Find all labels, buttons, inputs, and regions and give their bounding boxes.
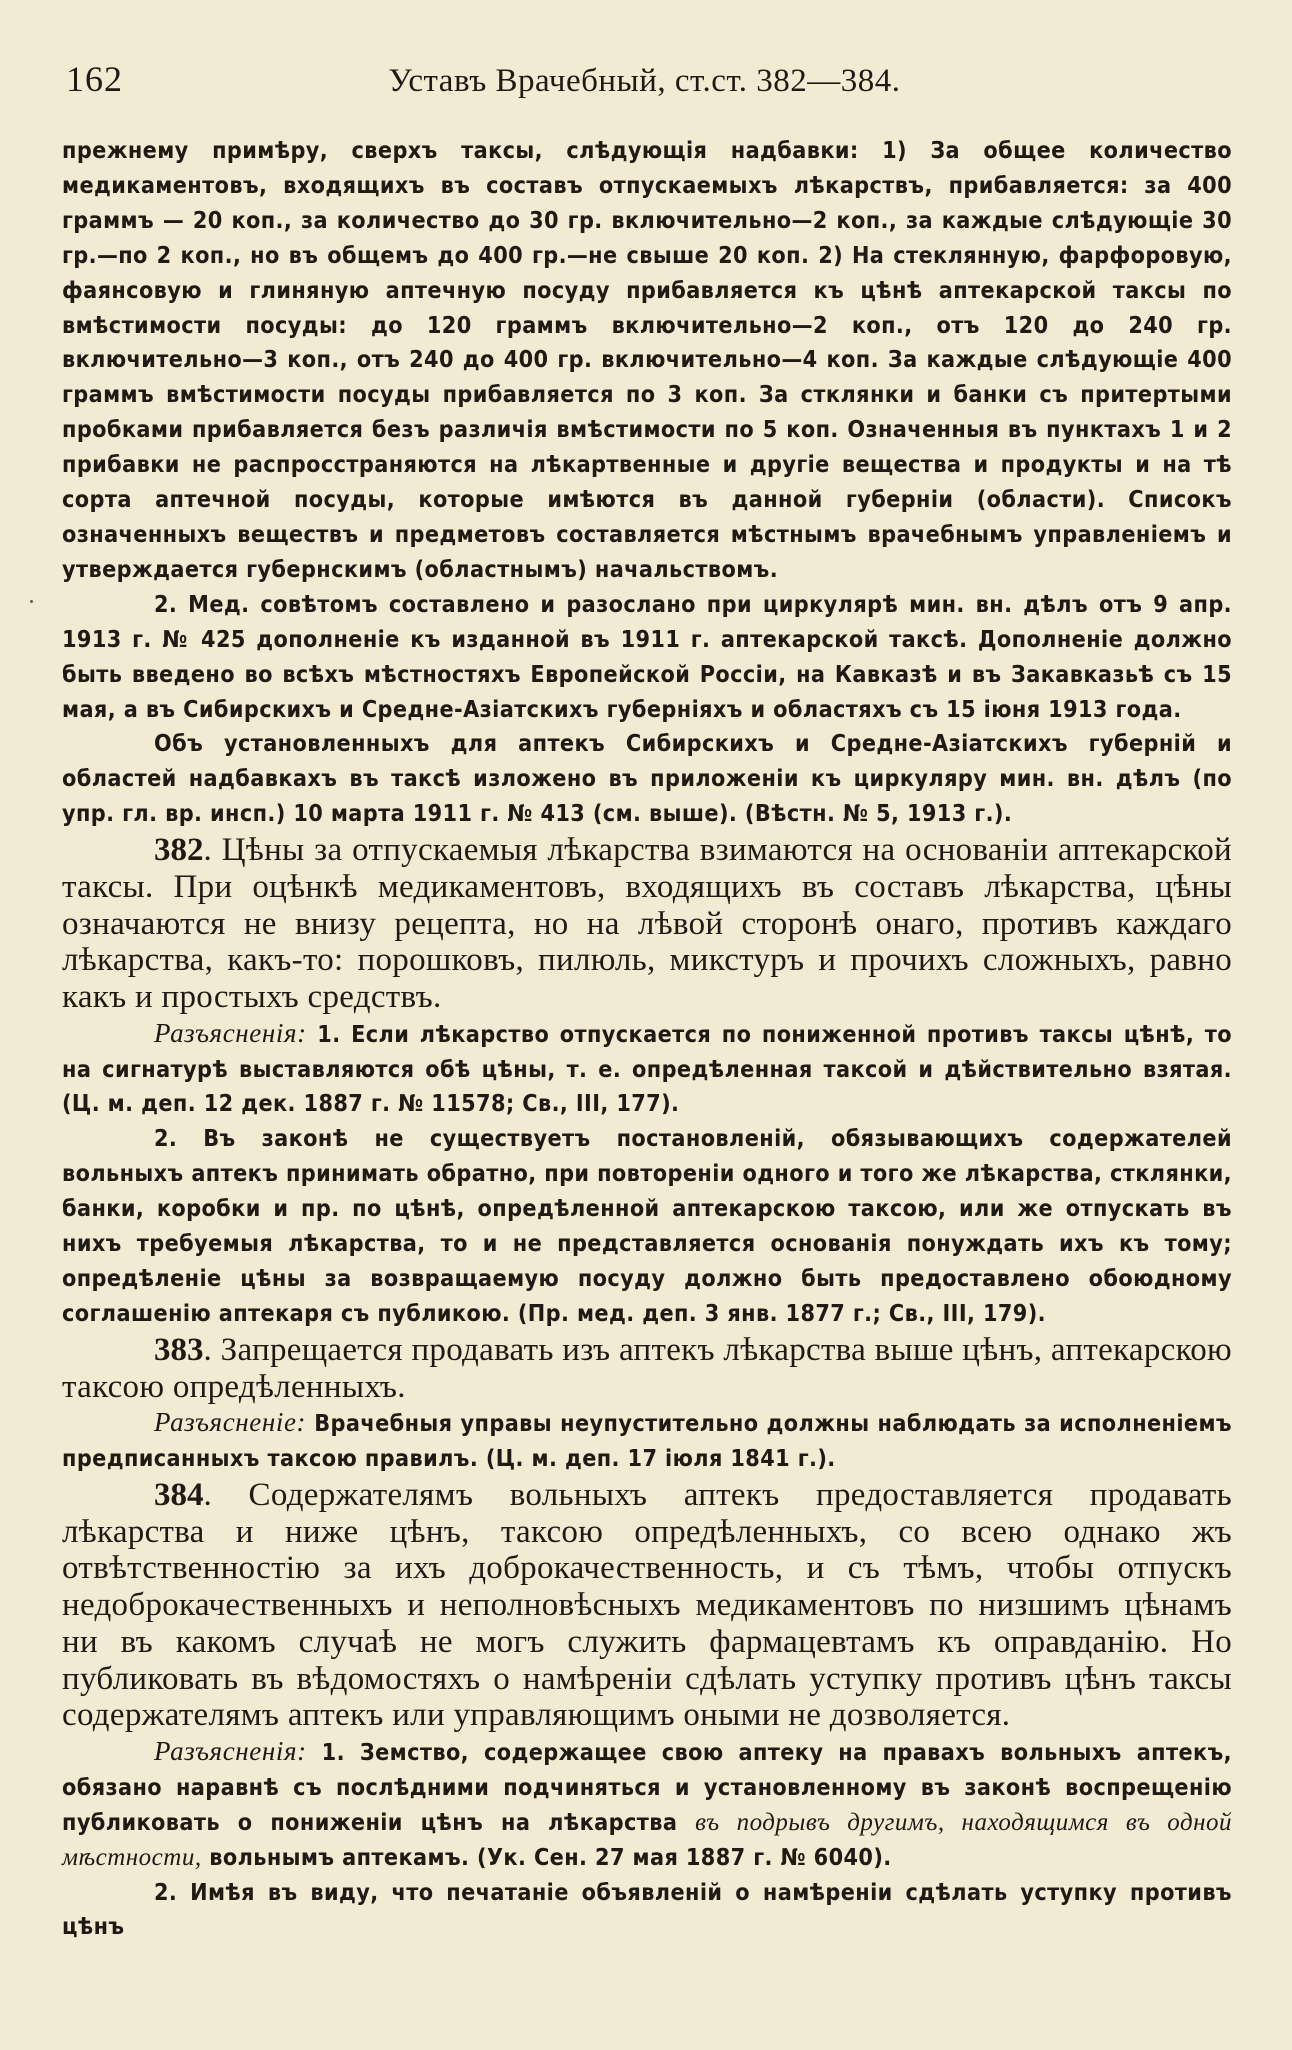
paragraph-continuation: прежнему примѣру, сверхъ таксы, слѣдующія надбавки: 1) За общее количество медикаментовъ, входящихъ въ составъ отпускаемыхъ лѣкарствъ, прибавляется: за 400 граммъ — 20 коп., за количество до 30 гр. включительно—2 коп., за каждые слѣдующіе 30 гр.—по 2 коп., но въ общемъ до 400 гр.—не свыше 20 коп. 2) На стеклянную, фарфоровую, фаянсовую и глиняную аптечную посуду прибавляется къ цѣнѣ аптекарской таксы по вмѣстимости посуды: до 120 граммъ включительно—2 коп., отъ 120 до 240 гр. включительно—3 коп., отъ 240 до 400 гр. включительно—4 коп. За каждые слѣдующіе 400 граммъ вмѣстимости посуды прибавляется по 3 коп. За стклянки и банки съ притертыми пробками прибавляется безъ различія вмѣстимости по 5 коп. Означенныя въ пунктахъ 1 и 2 прибавки не распросстраняются на лѣкартвенные и другіе вещества и продукты и на тѣ сорта аптечной посуды, которые имѣются въ данной губерніи (области). Списокъ означенныхъ веществъ и предметовъ составляется мѣстнымъ врачебнымъ управленіемъ и утверждается губернскимъ (областнымъ) начальствомъ. [62,137,1232,583]
article-text: . Содержателямъ вольныхъ аптекъ предоставляется продавать лѣкарства и ниже цѣнъ, таксою опредѣленныхъ, со всею однако жъ отвѣтственностію за ихъ доброкачественность, и съ тѣмъ, чтобы отпускъ недоброкачественныхъ и неполновѣсныхъ медикаментовъ по низшимъ цѣнамъ ни въ какомъ случаѣ не могъ служить фармацевтамъ къ оправданію. Но публиковать въ вѣдомостяхъ о намѣреніи сдѣлать уступку противъ цѣнъ таксы содержателямъ аптекъ или управляющимъ оными не дозволяется. [62,1477,1232,1734]
article-382-explanation-2: 2. Въ законѣ не существуетъ постановленій, обязывающихъ содержателей вольныхъ аптекъ принимать обратно, при повтореніи одного и того же лѣкарства, стклянки, банки, коробки и пр. по цѣнѣ, опредѣленной аптекарскою таксою, или же отпускать въ нихъ требуемыя лѣкарства, то и не представляется основанія понуждать ихъ къ тому; опредѣленіе цѣны за возвращаемую посуду должно быть предоставлено обоюдному соглашенію аптекаря съ публикою. (Пр. мед. деп. 3 янв. 1877 г.; Св., III, 179). [62,1125,1232,1327]
paragraph-note-3: Объ установленныхъ для аптекъ Сибирскихъ и Средне-Азіатскихъ губерній и областей надбавкахъ въ таксѣ изложено въ приложеніи къ циркуляру мин. вн. дѣлъ (по упр. гл. вр. инсп.) 10 марта 1911 г. № 413 (см. выше). (Вѣстн. № 5, 1913 г.). [62,730,1232,828]
page-header [66,58,1226,102]
page-number: 162 [66,59,123,99]
article-text: . Запрещается продавать изъ аптекъ лѣкарства выше цѣнъ, аптекарскою таксою опредѣленныхъ. [62,1331,1232,1405]
explanation-italic-text: въ подрывъ другимъ, находящимся въ одной мѣстности, [62,1808,1232,1871]
explanation-label: Разъясненія: [154,1017,307,1048]
article-number: 382 [154,832,204,869]
explanation-text: 1. Если лѣкарство отпускается по пониженной противъ таксы цѣнѣ, то на сигнатурѣ выставляются обѣ цѣны, т. е. опредѣленная таксой и дѣйствительно взятая. (Ц. м. деп. 12 дек. 1887 г. № 11578; Св., III, 177). [62,1020,1232,1118]
article-383-explanation [62,1405,1232,1477]
explanation-label: Разъясненіе: [154,1407,307,1438]
explanation-text: Врачебныя управы неупустительно должны наблюдать за исполненіемъ предписанныхъ таксою правилъ. (Ц. м. деп. 17 іюля 1841 г.). [62,1410,1232,1473]
explanation-text: 1. Земство, содержащее свою аптеку на правахъ вольныхъ аптекъ, обязано наравнѣ съ послѣдними подчиняться и установленному въ законѣ воспрещенію публиковать о пониженіи цѣнъ на лѣкарства [62,1738,1232,1836]
margin-speck [30,600,33,603]
article-number: 384 [154,1477,204,1514]
explanation-label: Разъясненія: [154,1735,307,1766]
article-text: . Цѣны за отпускаемыя лѣкарства взимаются на основаніи аптекарской таксы. При оцѣнкѣ медикаментовъ, входящихъ въ составъ лѣкарства, цѣны означаются не внизу рецепта, но на лѣвой сторонѣ онаго, противъ каждаго лѣкарства, какъ-то: порошковъ, пилюль, микстуръ и прочихъ сложныхъ, равно какъ и простыхъ средствъ. [62,832,1232,1015]
article-number: 383 [154,1331,204,1368]
article-382-explanation-1 [62,1016,1232,1123]
body-text [62,134,1232,1945]
article-384 [62,1477,1232,1734]
article-384-explanation-1 [62,1734,1232,1876]
paragraph-note-2: 2. Мед. совѣтомъ составлено и разослано при циркулярѣ мин. вн. дѣлъ отъ 9 апр. 1913 г. № 425 дополненіе къ изданной въ 1911 г. аптекарской таксѣ. Дополненіе должно быть введено во всѣхъ мѣстностяхъ Европейской Россіи, на Кавказѣ и въ Закавказьѣ съ 15 мая, а въ Сибирскихъ и Средне-Азіатскихъ губерніяхъ и областяхъ съ 15 іюня 1913 года. [62,590,1232,723]
article-384-explanation-2: 2. Имѣя въ виду, что печатаніе объявленій о намѣреніи сдѣлать уступку противъ цѣнъ [62,1878,1232,1941]
article-383 [62,1332,1232,1405]
explanation-text-end: вольнымъ аптекамъ. (Ук. Сен. 27 мая 1887 г. № 6040). [201,1843,892,1871]
article-382 [62,832,1232,1016]
running-title: Уставъ Врачебный, ст.ст. 382—384. [388,63,901,99]
